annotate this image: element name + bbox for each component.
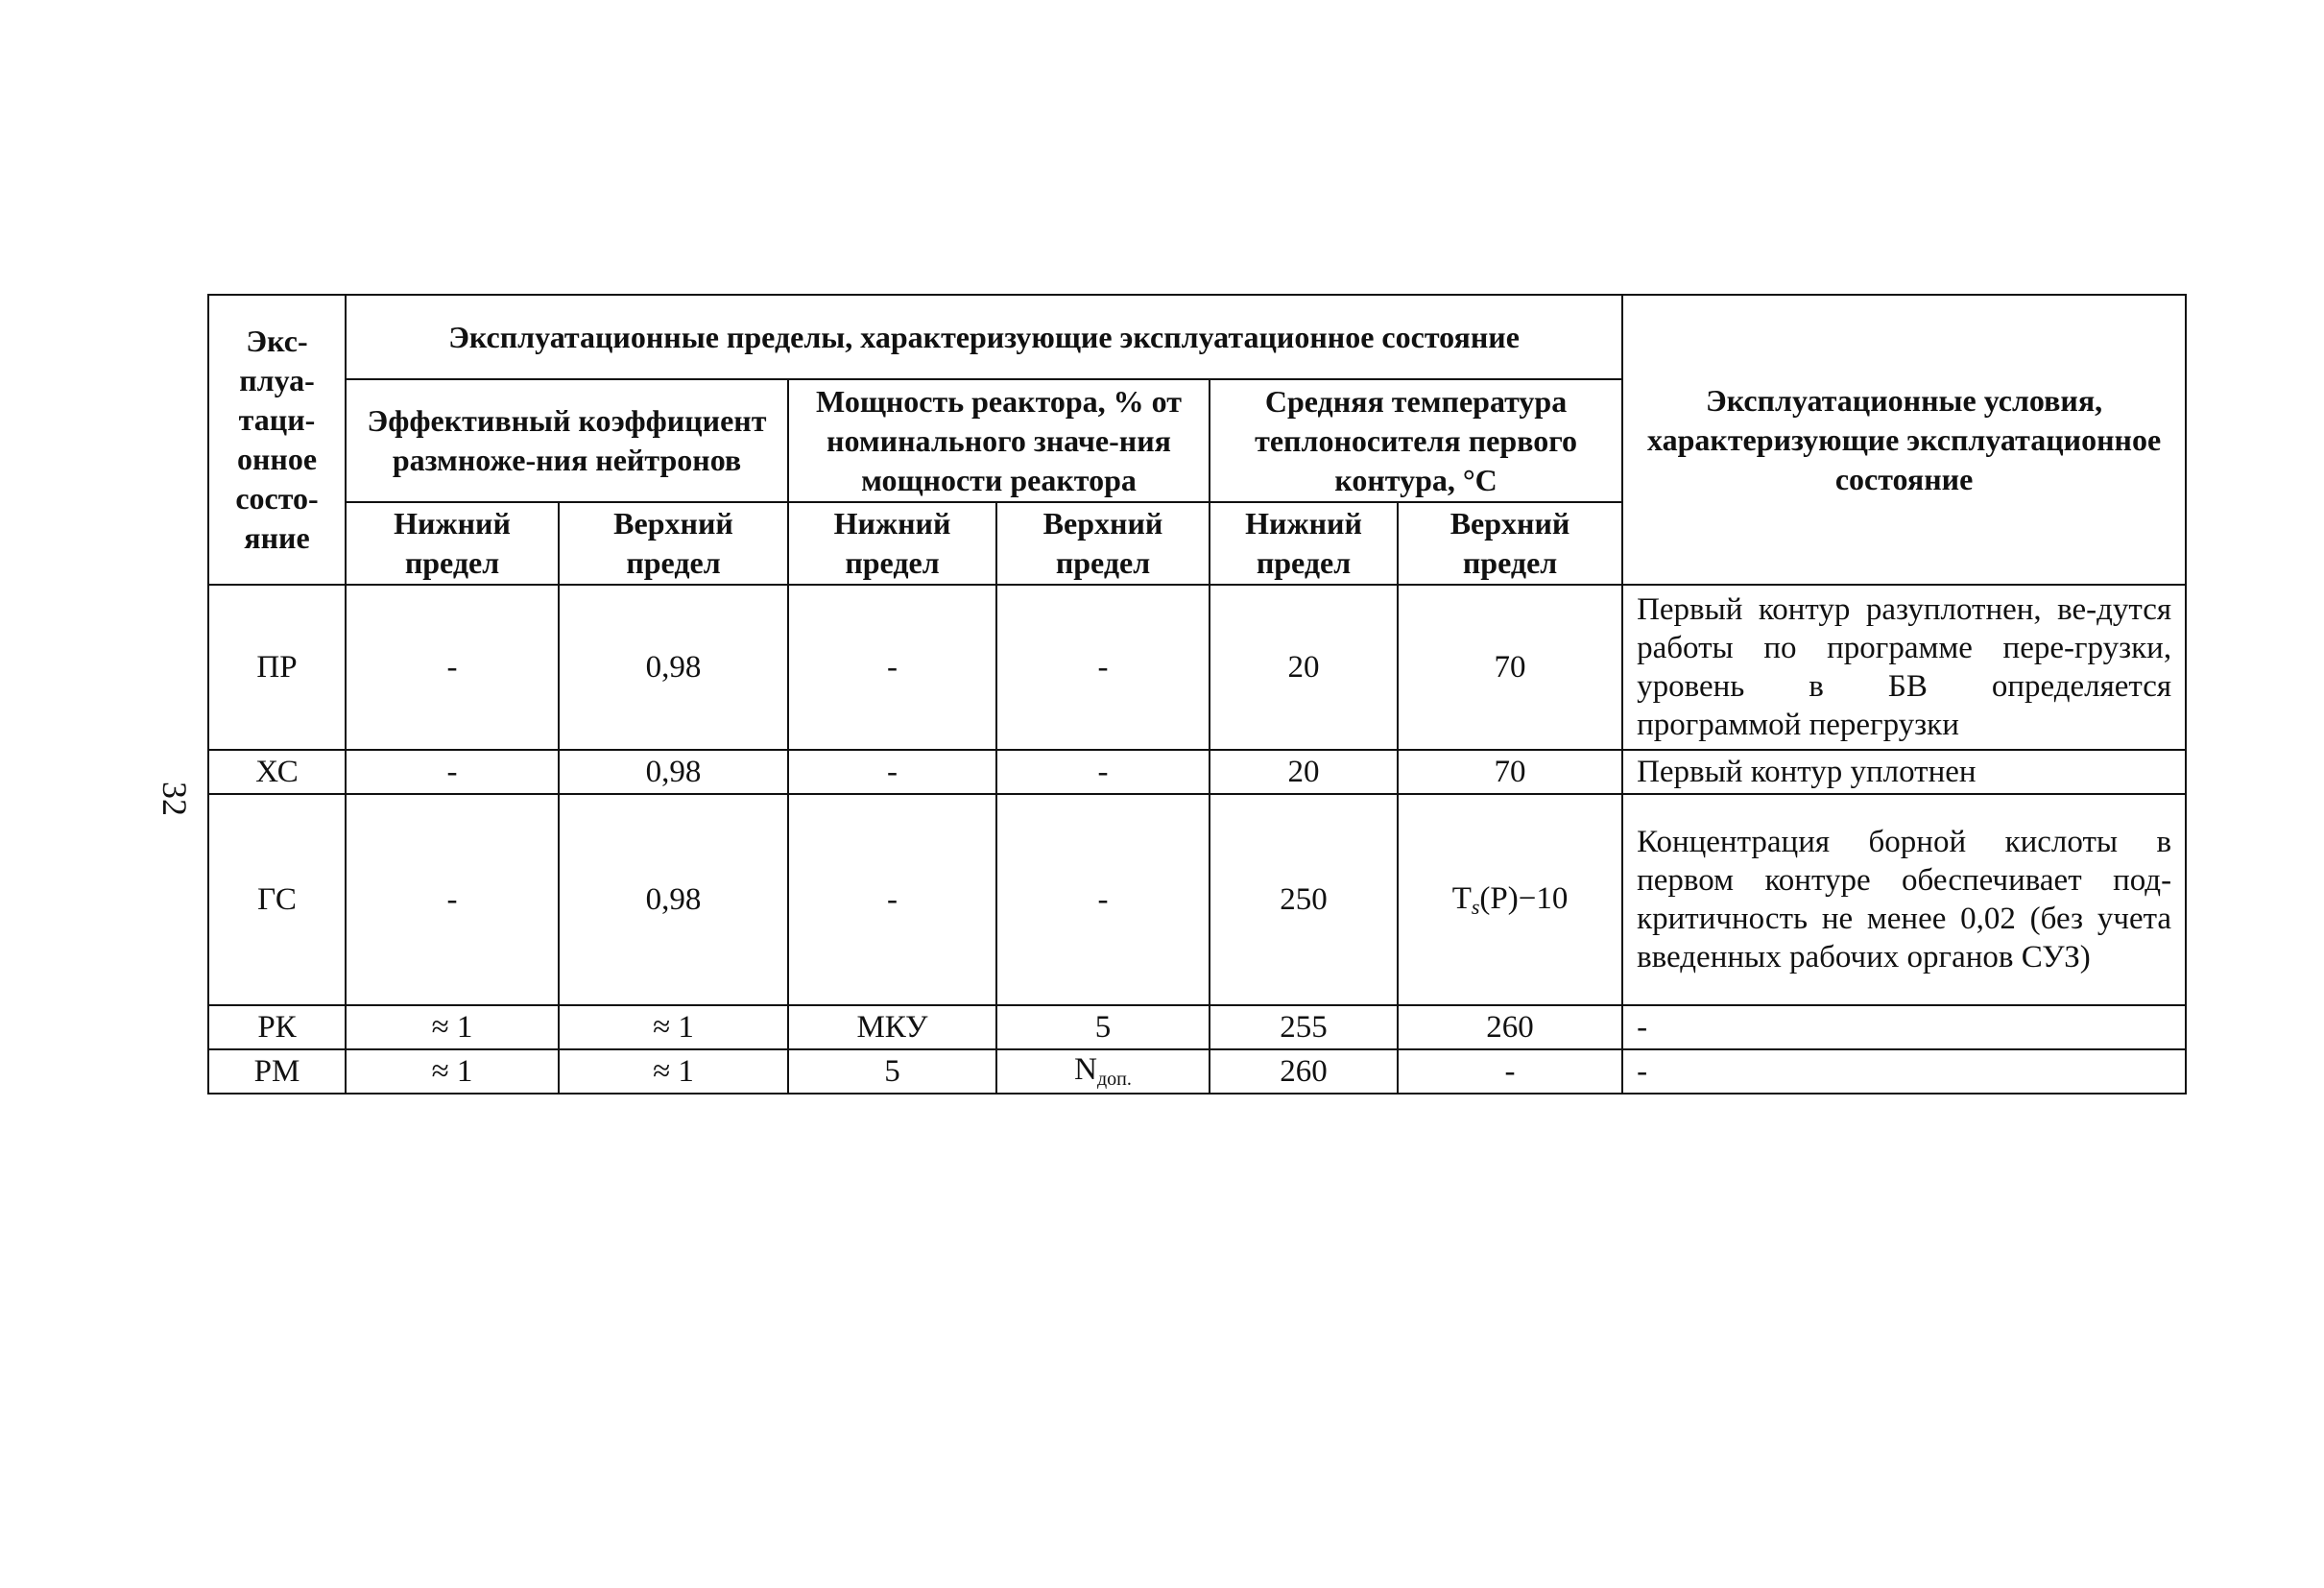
temp-upper: - [1398, 1049, 1622, 1094]
k-eff-upper: ≈ 1 [559, 1049, 788, 1094]
table-row [208, 794, 2186, 1005]
header-power: Мощность реактора, % от номинального значе-ния мощности реактора [788, 379, 1210, 502]
power-lower: - [788, 750, 996, 794]
header-power-lower: Нижний предел [788, 502, 996, 585]
power-lower: 5 [788, 1049, 996, 1094]
k-eff-lower: ≈ 1 [346, 1005, 559, 1049]
conditions-text: Концентрация борной кислоты в первом контуре обеспечивает под-критичность не менее 0,02 (без учета введенных рабочих органов СУЗ) [1622, 794, 2186, 1005]
k-eff-upper: ≈ 1 [559, 1005, 788, 1049]
k-eff-lower: - [346, 794, 559, 1005]
table-row [208, 1049, 2186, 1094]
header-temp-lower: Нижний предел [1210, 502, 1398, 585]
power-lower: - [788, 794, 996, 1005]
state-code: ГС [208, 794, 346, 1005]
n-symbol: N [1074, 1052, 1097, 1087]
header-k-lower: Нижний предел [346, 502, 559, 585]
conditions-text: - [1622, 1049, 2186, 1094]
k-eff-upper: 0,98 [559, 794, 788, 1005]
header-k-eff: Эффективный коэффициент размноже-ния нейтронов [346, 379, 788, 502]
ts-subscript: s [1471, 894, 1480, 919]
header-temp-upper: Верхний предел [1398, 502, 1622, 585]
header-temperature: Средняя температура теплоносителя первого контура, °С [1210, 379, 1622, 502]
header-k-upper: Верхний предел [559, 502, 788, 585]
temp-lower: 20 [1210, 585, 1398, 750]
k-eff-lower: ≈ 1 [346, 1049, 559, 1094]
power-upper: 5 [996, 1005, 1210, 1049]
power-lower: МКУ [788, 1005, 996, 1049]
temp-lower: 260 [1210, 1049, 1398, 1094]
table-row [208, 750, 2186, 794]
state-code: ПР [208, 585, 346, 750]
header-conditions: Эксплуатационные условия, характеризующие эксплуатационное состояние [1622, 295, 2186, 585]
page-number: 32 [156, 782, 194, 816]
operational-limits-table [207, 294, 2187, 1095]
temp-lower: 250 [1210, 794, 1398, 1005]
conditions-text: Первый контур уплотнен [1622, 750, 2186, 794]
k-eff-lower: - [346, 585, 559, 750]
power-upper: - [996, 750, 1210, 794]
header-state: Экс-плуа-таци-онное состо-яние [208, 295, 346, 585]
temp-lower: 20 [1210, 750, 1398, 794]
conditions-text: Первый контур разуплотнен, ве-дутся работы по программе пере-грузки, уровень в БВ определяется программой перегрузки [1622, 585, 2186, 750]
header-power-upper: Верхний предел [996, 502, 1210, 585]
conditions-text: - [1622, 1005, 2186, 1049]
temp-upper: 70 [1398, 585, 1622, 750]
k-eff-upper: 0,98 [559, 750, 788, 794]
table-row [208, 585, 2186, 750]
state-code: ХС [208, 750, 346, 794]
ts-symbol: T [1451, 880, 1472, 916]
temp-lower: 255 [1210, 1005, 1398, 1049]
k-eff-lower: - [346, 750, 559, 794]
table-row [208, 1005, 2186, 1049]
state-code: РМ [208, 1049, 346, 1094]
power-upper: - [996, 585, 1210, 750]
k-eff-upper: 0,98 [559, 585, 788, 750]
power-lower: - [788, 585, 996, 750]
state-code: РК [208, 1005, 346, 1049]
power-upper: - [996, 794, 1210, 1005]
header-limits-group: Эксплуатационные пределы, характеризующие эксплуатационное состояние [346, 295, 1622, 379]
power-upper-allowed [996, 1049, 1210, 1094]
temp-upper: 70 [1398, 750, 1622, 794]
temp-upper-saturation [1398, 794, 1622, 1005]
ts-expression: (P)−10 [1479, 880, 1569, 916]
n-subscript: доп. [1096, 1069, 1132, 1090]
temp-upper: 260 [1398, 1005, 1622, 1049]
